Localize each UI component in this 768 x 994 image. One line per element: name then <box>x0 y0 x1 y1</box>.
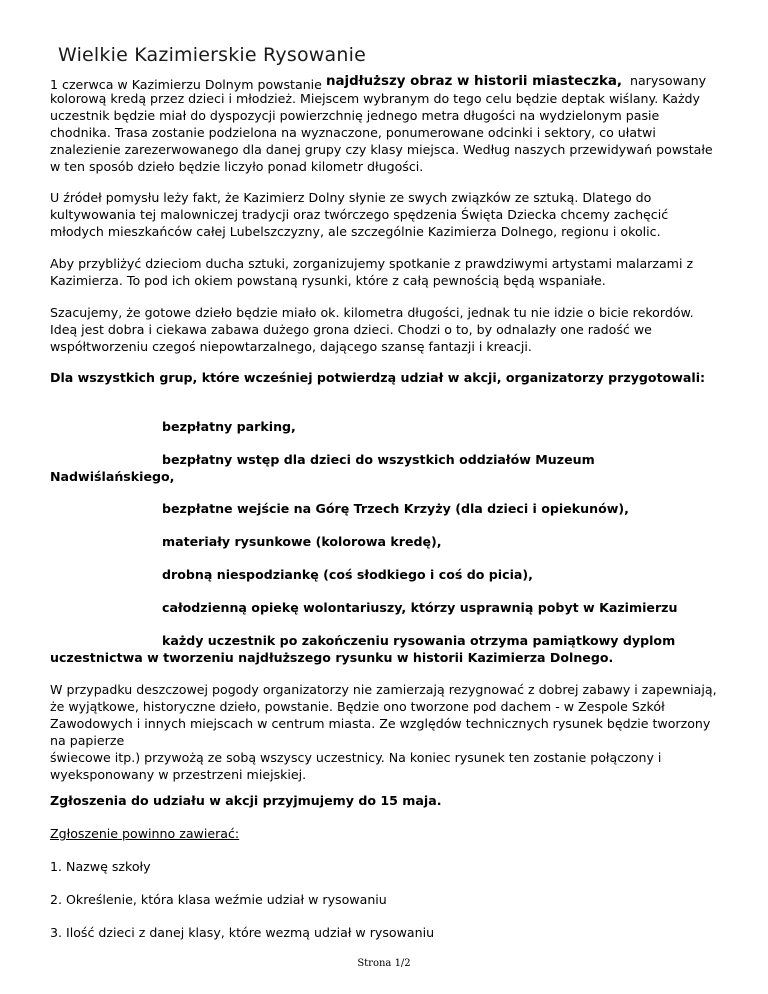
benefit-item <box>50 533 722 550</box>
form-item: 3. Ilość dzieci z danej klasy, które wezmą udział w rysowaniu <box>50 925 435 940</box>
intro-highlight: najdłuższy obraz w historii miasteczka, <box>325 74 622 89</box>
benefit-text: bezpłatny parking, <box>162 419 296 434</box>
intro-tail: narysowany <box>629 73 707 88</box>
paragraph-origin: U źródeł pomysłu leży fakt, że Kazimierz Dolny słynie ze swych związków ze sztuką. Dlatego do kultywowania tej malowniczej tradycji oraz twórczego spędzenia Święta Dziecka chcemy zachęcić młodych mieszkańców całej Lubelszczyzny, ale szczególnie Kazimierza Dolnego, regionu i okolic. <box>50 190 669 239</box>
deadline-notice: Zgłoszenia do udziału w akcji przyjmujemy do 15 maja. <box>50 793 442 808</box>
document-title: Wielkie Kazimierskie Rysowanie <box>58 44 366 66</box>
paragraph-artists: Aby przybliżyć dzieciom ducha sztuki, zorganizujemy spotkanie z prawdziwymi artystami malarzami z Kazimierza. To pod ich okiem powstaną rysunki, które z całą pewnością będą wspaniałe. <box>50 256 694 288</box>
benefit-text: drobną niespodziankę (coś słodkiego i coś do picia), <box>162 567 533 582</box>
benefit-item <box>50 599 722 616</box>
benefit-item <box>50 500 722 517</box>
groups-heading: Dla wszystkich grup, które wcześniej potwierdzą udział w akcji, organizatorzy przygotowali: <box>50 370 706 385</box>
benefit-text: całodzienną opiekę wolontariuszy, którzy usprawnią pobyt w Kazimierzu <box>162 600 678 615</box>
form-heading: Zgłoszenie powinno zawierać: <box>50 826 240 841</box>
paragraph-rain-part-2: świecowe itp.) przywożą ze sobą wszyscy uczestnicy. Na koniec rysunek ten zostanie połączony i wyeksponowany w przestrzeni miejskiej. <box>50 750 662 782</box>
intro-paragraph: kolorową kredą przez dzieci i młodzież. Miejscem wybranym do tego celu będzie deptak wiślany. Każdy uczestnik będzie miał do dyspozycji powierzchnię jednego metra długości na wydzielonym pasie chodnika. Trasa zostanie podzielona na wyznaczone, ponumerowane odcinki i sektory, co ułatwi znalezienie zarezerwowanego dla danej grupy czy klasy miejsca. Według naszych przewidywań powstałe w ten sposób dzieło będzie liczyło ponad kilometr długości. <box>50 91 713 174</box>
form-item: 1. Nazwę szkoły <box>50 859 151 874</box>
intro-lead: 1 czerwca w Kazimierzu Dolnym powstanie <box>50 77 326 92</box>
benefit-text: materiały rysunkowe (kolorowa kredę), <box>162 534 442 549</box>
benefit-text: bezpłatne wejście na Górę Trzech Krzyży (dla dzieci i opiekunów), <box>162 501 629 516</box>
benefit-text: bezpłatny wstęp dla dzieci do wszystkich oddziałów Muzeum Nadwiślańskiego, <box>50 452 595 484</box>
paragraph-estimate: Szacujemy, że gotowe dzieło będzie miało ok. kilometra długości, jednak tu nie idzie o bicie rekordów. Ideą jest dobra i ciekawa zabawa dużego grona dzieci. Chodzi o to, by odnalazły one radość we współtworzeniu czegoś niepowtarzalnego, dającego szansę fantazji i kreacji. <box>50 305 694 354</box>
benefit-text: każdy uczestnik po zakończeniu rysowania otrzyma pamiątkowy dyplom uczestnictwa w tworzeniu najdłuższego rysunku w historii Kazimierza Dolnego. <box>50 633 676 665</box>
page-number-footer: Strona 1/2 <box>357 958 411 969</box>
form-item: 2. Określenie, która klasa weźmie udział w rysowaniu <box>50 892 387 907</box>
paragraph-rain-part-1: W przypadku deszczowej pogody organizatorzy nie zamierzają rezygnować z dobrej zabawy i zapewniają, że wyjątkowe, historyczne dzieło, powstanie. Będzie ono tworzone pod dachem - w Zespole Szkół Zawodowych i innych miejscach w centrum miasta. Ze względów technicznych rysunek będzie tworzony na papierze <box>50 682 717 748</box>
benefit-item <box>50 632 722 666</box>
paragraph-rain <box>50 681 722 783</box>
benefit-item <box>50 566 722 583</box>
benefit-item <box>50 418 722 435</box>
benefit-item <box>50 451 722 485</box>
